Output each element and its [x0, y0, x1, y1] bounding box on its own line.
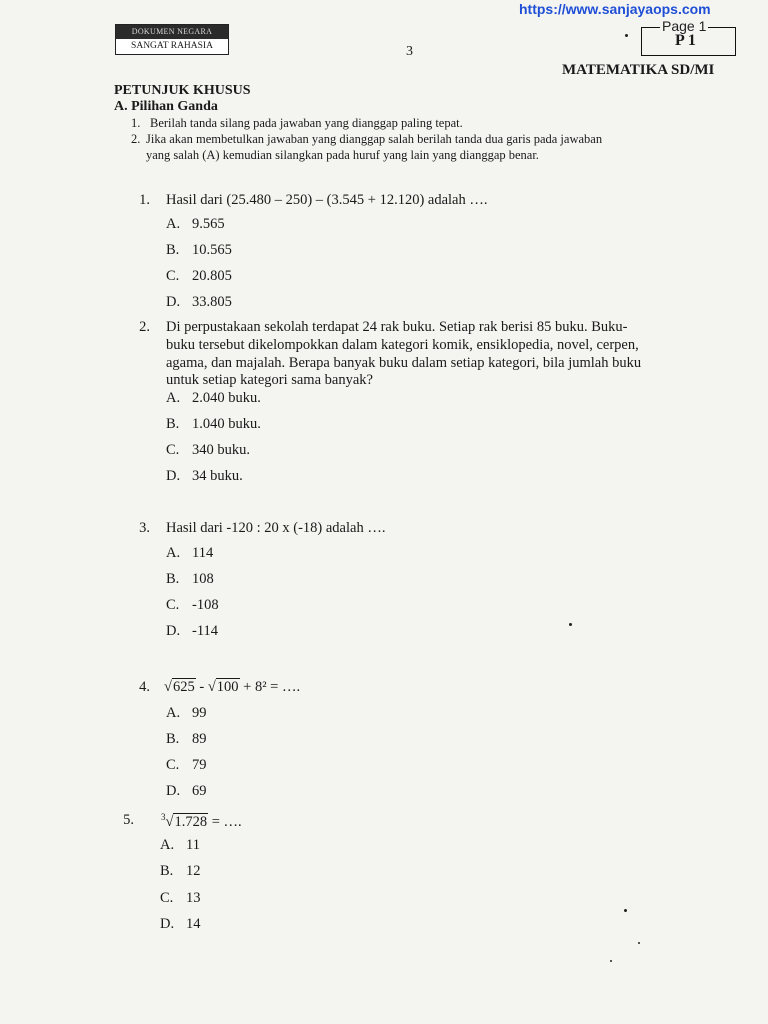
expr-rest: = …. — [208, 813, 242, 830]
question-5-option-d: D. 14 — [160, 916, 201, 932]
expr-rest: + 8² = …. — [239, 679, 301, 695]
radicand-1: 625 — [172, 679, 195, 695]
question-5-option-c: C. 13 — [160, 890, 201, 906]
expr-minus: - — [195, 679, 208, 695]
question-3-number: 3. — [139, 520, 150, 536]
sqrt-icon: √ — [207, 679, 216, 695]
page-number: 3 — [406, 44, 413, 59]
stamp-top-text: DOKUMEN NEGARA — [116, 25, 228, 39]
radicand-2: 100 — [216, 679, 239, 695]
root-index: 3 — [161, 812, 166, 822]
question-1-option-d: D. 33.805 — [166, 294, 232, 310]
question-4-number: 4. — [139, 679, 150, 695]
subject-title: MATEMATIKA SD/MI — [562, 62, 715, 78]
question-2-option-b: B. 1.040 buku. — [166, 416, 261, 432]
question-1-option-a: A. 9.565 — [166, 216, 225, 232]
instruction-1-text: Berilah tanda silang pada jawaban yang dianggap paling tepat. — [150, 116, 463, 130]
question-3-option-d: D. -114 — [166, 623, 219, 639]
question-3-option-a: A. 114 — [166, 545, 214, 561]
question-5-number: 5. — [123, 812, 134, 828]
section-title: PETUNJUK KHUSUS — [114, 83, 251, 98]
question-3-text: Hasil dari -120 : 20 x (-18) adalah …. — [166, 520, 386, 536]
cube-root-icon: √ — [165, 813, 174, 830]
question-5-option-a: A. 11 — [160, 837, 200, 853]
question-3-option-b: B. 108 — [166, 571, 214, 587]
question-2-text-line-2: buku tersebut dikelompokkan dalam kategori komik, ensiklopedia, novel, cerpen, — [166, 337, 639, 353]
section-subtitle: A. Pilihan Ganda — [114, 99, 218, 114]
question-2-option-d: D. 34 buku. — [166, 468, 243, 484]
question-2-number: 2. — [139, 319, 150, 335]
question-2-text-line-1: Di perpustakaan sekolah terdapat 24 rak buku. Setiap rak berisi 85 buku. Buku- — [166, 319, 628, 335]
scan-speck — [638, 942, 640, 944]
page-label: Page 1 — [662, 18, 707, 34]
question-3-option-c: C. -108 — [166, 597, 219, 613]
question-4-option-a: A. 99 — [166, 705, 207, 721]
radicand: 1.728 — [174, 813, 208, 830]
instruction-2-text-cont: yang salah (A) kemudian silangkan pada huruf yang lain yang dianggap benar. — [146, 148, 539, 162]
question-2-text-line-3: agama, dan majalah. Berapa banyak buku dalam setiap kategori, bila jumlah buku — [166, 355, 642, 371]
question-4-option-d: D. 69 — [166, 783, 207, 799]
question-4-expression — [164, 679, 300, 696]
instruction-2-text: Jika akan membetulkan jawaban yang dianggap salah berilah tanda dua garis pada jawaban — [146, 132, 603, 146]
scan-speck — [624, 909, 627, 912]
question-2-text-line-4: untuk setiap kategori sama banyak? — [166, 372, 373, 388]
question-2-option-a: A. 2.040 buku. — [166, 390, 261, 406]
instruction-1-num: 1. — [131, 116, 141, 130]
question-1-text: Hasil dari (25.480 – 250) – (3.545 + 12.120) adalah …. — [166, 192, 488, 208]
question-2-option-c: C. 340 buku. — [166, 442, 250, 458]
question-4-option-c: C. 79 — [166, 757, 207, 773]
question-1-number: 1. — [139, 192, 150, 208]
stamp-bottom-text: SANGAT RAHASIA — [116, 39, 228, 54]
scan-speck — [569, 623, 572, 626]
question-5-option-b: B. 12 — [160, 863, 201, 879]
paper-code: P 1 — [675, 32, 696, 49]
instruction-2-num: 2. — [131, 132, 141, 146]
scan-speck — [610, 960, 612, 962]
question-1-option-c: C. 20.805 — [166, 268, 232, 284]
question-5-expression — [161, 812, 242, 831]
classification-stamp — [115, 24, 229, 55]
scan-speck — [625, 34, 628, 37]
sqrt-icon: √ — [164, 679, 172, 695]
source-url[interactable]: https://www.sanjayaops.com — [519, 1, 711, 17]
question-4-option-b: B. 89 — [166, 731, 207, 747]
question-1-option-b: B. 10.565 — [166, 242, 232, 258]
